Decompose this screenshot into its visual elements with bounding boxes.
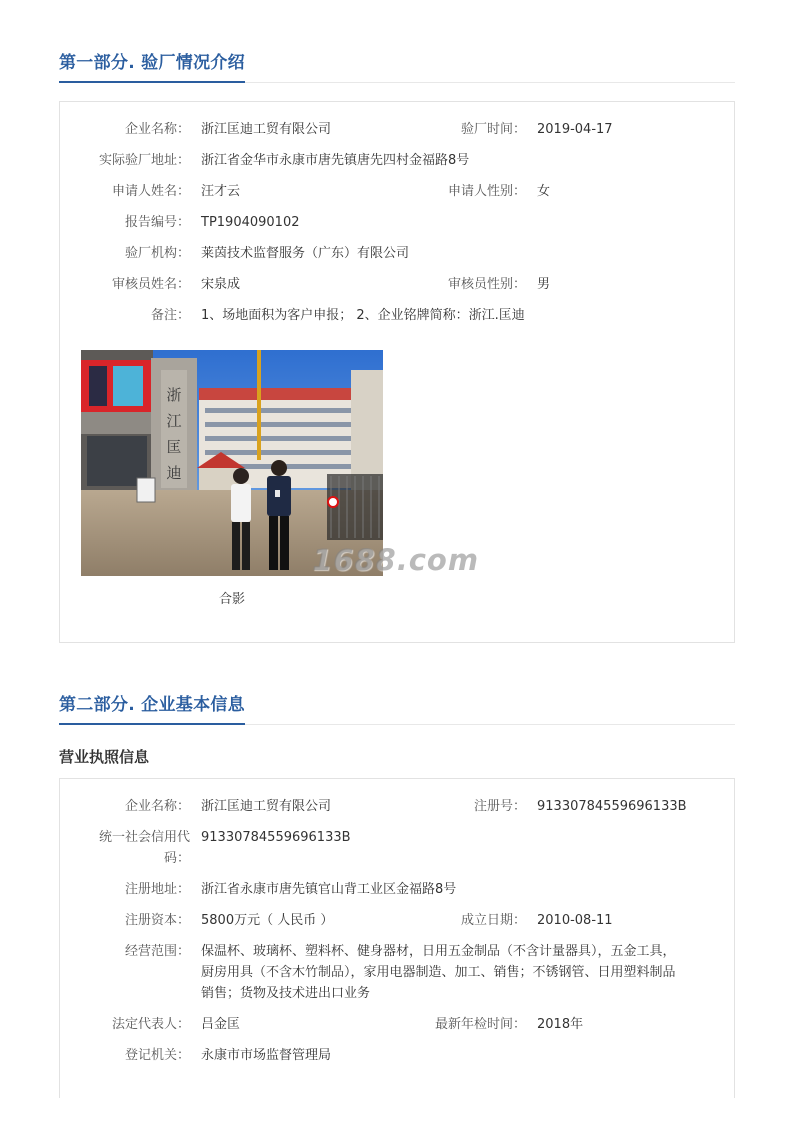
latest-annual-inspection-value: 2018年 [537,1017,584,1032]
registration-authority-value: 永康市市场监督管理局 [201,1048,332,1063]
registered-address-label: 注册地址： [124,882,190,897]
business-scope-line-2: 厨房用具（不含木竹制品），家用电器制造、加工、销售；不锈钢管、日用塑料制品 [201,965,676,980]
registration-number-value: 91330784559696133B [537,799,687,814]
license-company-name-value: 浙江匡迪工贸有限公司 [201,799,332,814]
gate-sign-char-3: 匡 [166,438,182,456]
section-1-title: 第一部分. 验厂情况介绍 [59,48,245,83]
inspection-date-value: 2019-04-17 [537,122,613,137]
section-2-title: 第二部分. 企业基本信息 [59,690,245,725]
legal-representative-value: 吕金匡 [201,1017,241,1032]
credit-code-label-line2: 码： [163,851,190,866]
remarks-label: 备注： [150,308,190,323]
gate-sign-char-4: 迪 [166,464,182,482]
remarks-value: 1、场地面积为客户申报； 2、企业铭牌简称：浙江.匡迪 [201,308,525,323]
auditor-name-label: 审核员姓名： [111,277,190,292]
auditor-gender-label: 审核员性别： [447,277,526,292]
watermark-text: 1688.com [312,543,480,577]
business-scope-line-1: 保温杯、玻璃杯、塑料杯、健身器材，日用五金制品（不含计量器具），五金工具， [201,944,676,959]
credit-code-label-line1: 统一社会信用代 [98,830,190,845]
registration-authority-label: 登记机关： [124,1048,190,1063]
registered-address-value: 浙江省永康市唐先镇官山背工业区金福路8号 [201,882,457,897]
auditor-gender-value: 男 [537,277,551,292]
photo-caption: 合影 [218,592,245,607]
latest-annual-inspection-label: 最新年检时间： [434,1017,526,1032]
business-scope-line-3: 销售；货物及技术进出口业务 [201,986,371,1001]
applicant-name-label: 申请人姓名： [111,184,190,199]
inspection-date-label: 验厂时间： [460,122,526,137]
established-date-label: 成立日期： [460,913,526,928]
section-1-header [59,48,735,83]
business-license-card [59,778,735,1098]
gate-sign-char-2: 江 [166,412,182,430]
report-number-value: TP1904090102 [201,215,300,230]
applicant-gender-value: 女 [537,184,551,199]
established-date-value: 2010-08-11 [537,913,613,928]
inspection-agency-value: 莱茵技术监督服务（广东）有限公司 [201,246,410,261]
registered-capital-label: 注册资本： [124,913,190,928]
company-name-label: 企业名称： [124,122,190,137]
section-2-header [59,690,735,725]
credit-code-value: 91330784559696133B [201,830,351,845]
report-number-label: 报告编号： [124,215,190,230]
registration-number-label: 注册号： [473,799,526,814]
applicant-name-value: 汪才云 [201,184,241,199]
actual-address-label: 实际验厂地址： [98,153,190,168]
inspection-agency-label: 验厂机构： [124,246,190,261]
company-name-value: 浙江匡迪工贸有限公司 [201,122,332,137]
gate-sign-char-1: 浙 [166,386,182,404]
legal-representative-label: 法定代表人： [111,1017,190,1032]
business-scope-label: 经营范围： [124,944,190,959]
license-company-name-label: 企业名称： [124,799,190,814]
auditor-name-value: 宋泉成 [201,277,241,292]
applicant-gender-label: 申请人性别： [447,184,526,199]
actual-address-value: 浙江省金华市永康市唐先镇唐先四村金福路8号 [201,153,470,168]
business-license-subtitle: 营业执照信息 [59,748,150,766]
registered-capital-value: 5800万元（ 人民币 ） [201,913,334,928]
